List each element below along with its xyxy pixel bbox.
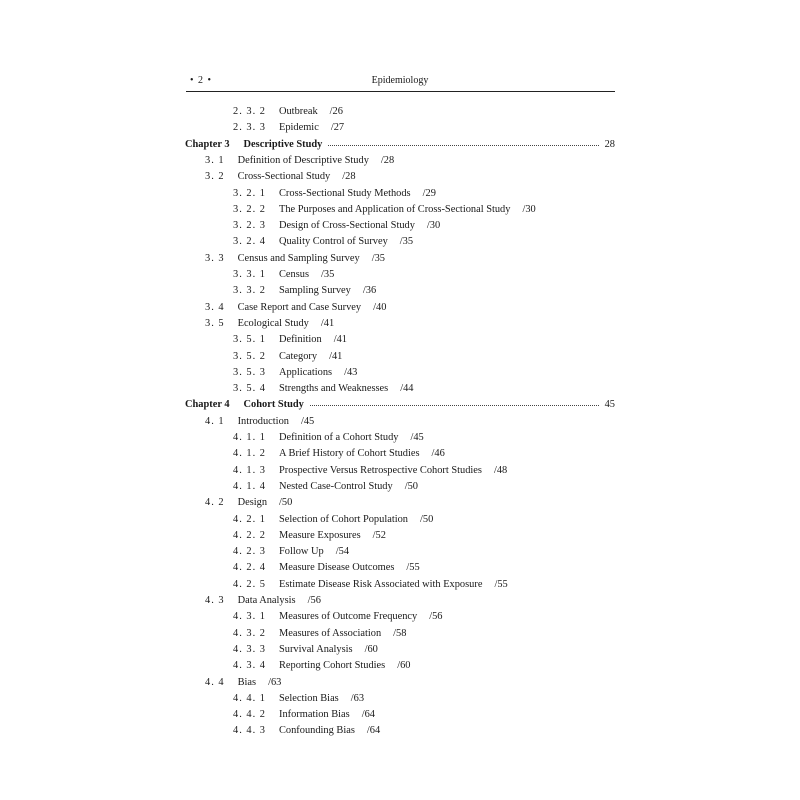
entry-page: /58 (393, 627, 407, 639)
toc-section-entry (205, 169, 356, 185)
entry-number: 4. 4. 2 (233, 709, 266, 721)
entry-title: Design (237, 497, 268, 509)
toc-subsection-entry (233, 365, 357, 381)
toc-chapter-entry (185, 397, 615, 413)
entry-title: Reporting Cohort Studies (278, 660, 386, 672)
entry-title: Introduction (237, 415, 289, 427)
toc-section-entry (205, 414, 314, 430)
entry-title: Nested Case-Control Study (278, 480, 393, 492)
entry-page: /50 (404, 480, 418, 492)
toc-subsection-entry (233, 186, 436, 202)
entry-page: /50 (279, 497, 293, 509)
entry-title: Selection of Cohort Population (278, 513, 408, 525)
entry-title: Definition of Descriptive Study (237, 154, 369, 166)
entry-number: 4. 3. 1 (233, 611, 266, 623)
entry-page: /52 (372, 529, 386, 541)
toc-subsection-entry (233, 544, 349, 560)
entry-page: /41 (333, 334, 347, 346)
toc-subsection-entry (233, 234, 413, 250)
entry-number: 4. 3. 3 (233, 643, 266, 655)
entry-title: Strengths and Weaknesses (278, 383, 389, 395)
entry-title: Outbreak (278, 106, 318, 117)
entry-title: Epidemic (278, 122, 319, 134)
entry-number: 4. 1. 1 (233, 432, 266, 443)
chapter-title: Cohort Study (243, 399, 304, 411)
toc-subsection-entry (233, 723, 380, 739)
entry-page: /50 (420, 513, 434, 525)
toc-subsection-entry (233, 349, 342, 365)
entry-number: 4. 1 (205, 415, 225, 427)
toc-subsection-entry (233, 691, 364, 707)
entry-page: /35 (399, 236, 414, 248)
entry-title: Ecological Study (237, 317, 309, 329)
entry-number: 3. 3. 2 (233, 285, 266, 297)
entry-number: 3. 5. 2 (233, 350, 266, 362)
entry-title: Cross-Sectional Study (237, 171, 331, 183)
toc-subsection-entry (233, 202, 536, 218)
toc-subsection-entry (233, 463, 507, 479)
chapter-title: Descriptive Study (243, 138, 323, 150)
entry-page: /45 (410, 432, 424, 443)
toc-section-entry (205, 300, 386, 316)
entry-page: /41 (320, 317, 335, 329)
toc-subsection-entry (233, 626, 406, 642)
entry-page: /56 (429, 611, 443, 623)
entry-page: /30 (522, 203, 536, 215)
toc-subsection-entry (233, 218, 440, 234)
chapter-label: Chapter 3 (185, 138, 230, 150)
entry-page: /43 (344, 366, 358, 378)
entry-title: Selection Bias (278, 692, 339, 704)
toc-subsection-entry (233, 642, 378, 658)
entry-number: 4. 1. 3 (233, 464, 266, 476)
entry-number: 4. 3 (205, 595, 225, 606)
entry-title: Data Analysis (237, 595, 296, 606)
entry-number: 4. 4. 1 (233, 692, 266, 704)
toc-subsection-entry (233, 658, 410, 674)
chapter-label: Chapter 4 (185, 399, 230, 411)
toc-section-entry (205, 316, 334, 332)
entry-page: /46 (431, 448, 445, 460)
entry-title: Measure Disease Outcomes (278, 562, 395, 574)
entry-title: The Purposes and Application of Cross-Sectional Study (278, 203, 511, 215)
entry-number: 3. 3. 1 (233, 269, 266, 280)
entry-page: /30 (426, 220, 441, 232)
entry-page: /55 (494, 578, 508, 590)
entry-number: 3. 2 (205, 171, 225, 183)
entry-title: Confounding Bias (278, 725, 355, 737)
entry-number: 4. 1. 2 (233, 448, 266, 460)
chapter-page: 28 (604, 138, 615, 150)
toc-subsection-entry (233, 381, 413, 397)
dot-leader (310, 405, 599, 406)
toc-subsection-entry (233, 283, 376, 299)
entry-page: /36 (362, 285, 377, 297)
chapter-page: 45 (604, 399, 615, 411)
toc-section-entry (205, 495, 292, 511)
entry-number: 3. 3 (205, 252, 225, 264)
toc-subsection-entry (233, 528, 386, 544)
entry-page: /63 (350, 692, 365, 704)
entry-number: 4. 3. 4 (233, 660, 266, 672)
entry-title: Design of Cross-Sectional Study (278, 220, 415, 232)
entry-page: /27 (330, 122, 345, 134)
entry-page: /63 (268, 676, 282, 688)
entry-number: 4. 1. 4 (233, 480, 266, 492)
toc-section-entry (205, 675, 281, 691)
entry-page: /40 (373, 301, 387, 313)
entry-number: 4. 4. 3 (233, 725, 266, 737)
entry-title: Cross-Sectional Study Methods (278, 187, 411, 199)
toc-subsection-entry (233, 332, 347, 348)
entry-page: /26 (329, 106, 343, 117)
entry-number: 3. 5 (205, 317, 225, 329)
entry-number: 3. 5. 4 (233, 383, 266, 395)
toc-subsection-entry (233, 479, 418, 495)
entry-number: 4. 2. 1 (233, 513, 266, 525)
entry-title: Category (278, 350, 318, 362)
entry-title: Census and Sampling Survey (237, 252, 360, 264)
page-number: • 2 • (190, 75, 213, 86)
entry-page: /60 (397, 660, 411, 672)
entry-title: Survival Analysis (278, 643, 353, 655)
entry-title: Prospective Versus Retrospective Cohort Studies (278, 464, 482, 476)
entry-title: Census (278, 269, 310, 280)
toc-chapter-entry (185, 137, 615, 153)
entry-title: Bias (237, 676, 257, 688)
entry-title: Definition of a Cohort Study (278, 432, 399, 443)
entry-page: /55 (406, 562, 420, 574)
dot-leader (328, 145, 598, 146)
entry-title: Estimate Disease Risk Associated with Exposure (278, 578, 483, 590)
entry-page: /64 (361, 709, 375, 721)
entry-page: /28 (380, 154, 395, 166)
running-head (186, 74, 614, 90)
entry-page: /41 (329, 350, 343, 362)
header-rule (186, 91, 615, 92)
toc-subsection-entry (233, 512, 433, 528)
entry-title: Case Report and Case Survey (237, 301, 362, 313)
entry-number: 4. 2. 3 (233, 546, 266, 558)
entry-page: /48 (493, 464, 508, 476)
entry-page: /45 (300, 415, 315, 427)
entry-title: Measures of Outcome Frequency (278, 611, 418, 623)
entry-number: 2. 3. 3 (233, 122, 266, 134)
entry-number: 3. 2. 3 (233, 220, 266, 232)
toc-subsection-entry (233, 707, 375, 723)
running-title: Epidemiology (371, 75, 429, 86)
entry-page: /56 (307, 595, 321, 606)
entry-page: /60 (364, 643, 378, 655)
entry-number: 3. 5. 3 (233, 366, 266, 378)
entry-number: 4. 4 (205, 676, 225, 688)
entry-title: Quality Control of Survey (278, 236, 388, 248)
toc-subsection-entry (233, 609, 442, 625)
entry-number: 3. 1 (205, 154, 225, 166)
entry-title: Definition (278, 334, 322, 346)
entry-number: 3. 2. 4 (233, 236, 266, 248)
toc-subsection-entry (233, 577, 508, 593)
entry-number: 2. 3. 2 (233, 106, 266, 117)
entry-page: /44 (400, 383, 414, 395)
entry-title: Sampling Survey (278, 285, 351, 297)
entry-page: /54 (335, 546, 350, 558)
toc-subsection-entry (233, 446, 445, 462)
toc-subsection-entry (233, 267, 334, 283)
toc-subsection-entry (233, 560, 420, 576)
toc-section-entry (205, 251, 385, 267)
entry-number: 3. 5. 1 (233, 334, 266, 346)
entry-page: /64 (366, 725, 381, 737)
entry-number: 3. 2. 2 (233, 203, 266, 215)
entry-number: 3. 2. 1 (233, 187, 266, 199)
entry-page: /35 (371, 252, 385, 264)
entry-title: A Brief History of Cohort Studies (278, 448, 420, 460)
entry-number: 4. 2. 5 (233, 578, 266, 590)
toc-subsection-entry (233, 120, 344, 136)
entry-number: 4. 3. 2 (233, 627, 266, 639)
entry-page: /35 (321, 269, 335, 280)
entry-title: Measures of Association (278, 627, 382, 639)
toc-subsection-entry (233, 104, 343, 120)
entry-page: /28 (342, 171, 356, 183)
entry-title: Information Bias (278, 709, 350, 721)
entry-page: /29 (422, 187, 436, 199)
entry-title: Measure Exposures (278, 529, 361, 541)
toc-section-entry (205, 593, 321, 609)
entry-number: 3. 4 (205, 301, 225, 313)
entry-number: 4. 2. 4 (233, 562, 266, 574)
toc-subsection-entry (233, 430, 424, 446)
entry-number: 4. 2 (205, 497, 225, 509)
entry-title: Follow Up (278, 546, 324, 558)
entry-number: 4. 2. 2 (233, 529, 266, 541)
entry-title: Applications (278, 366, 333, 378)
toc-section-entry (205, 153, 394, 169)
